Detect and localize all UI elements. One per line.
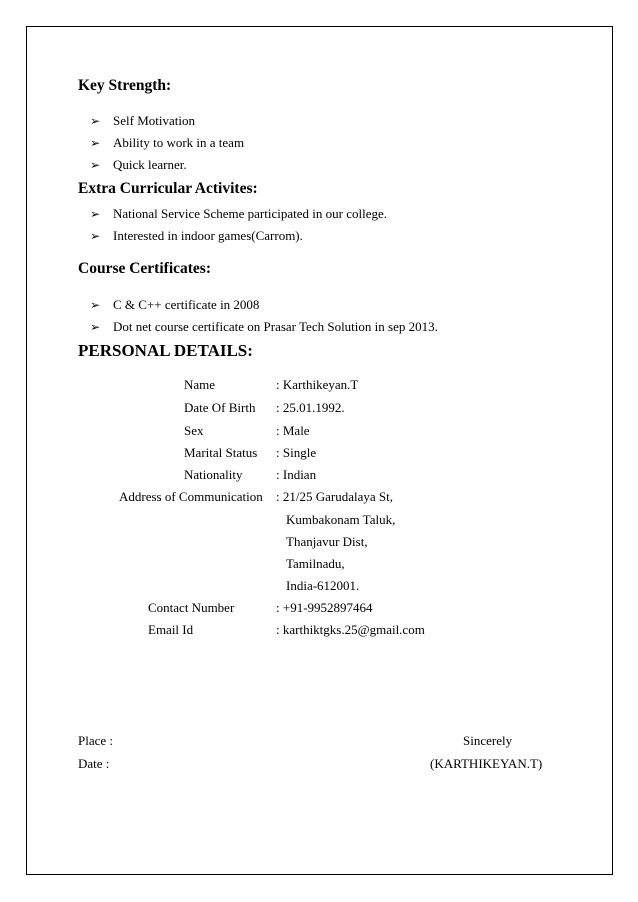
place-label: Place : [78, 733, 114, 748]
email-value: : karthiktgks.25@gmail.com [276, 622, 425, 637]
list-item: ➢ Self Motivation [89, 113, 195, 128]
arrow-bullet-icon: ➢ [89, 114, 101, 128]
marital-status-value: : Single [276, 445, 317, 460]
arrow-bullet-icon: ➢ [89, 229, 101, 243]
address-label: Address of Communication [119, 489, 263, 504]
arrow-bullet-icon: ➢ [89, 158, 101, 172]
list-item: ➢ Ability to work in a team [89, 135, 245, 150]
arrow-bullet-icon: ➢ [89, 320, 101, 334]
list-item: ➢ Interested in indoor games(Carrom). [89, 228, 303, 243]
name-value: : Karthikeyan.T [276, 377, 359, 392]
nationality-value: : Indian [276, 467, 317, 482]
extra-curricular-heading: Extra Curricular Activites: [78, 180, 258, 197]
date-label: Date : [78, 756, 110, 771]
marital-status-label: Marital Status [184, 445, 258, 460]
nationality-label: Nationality [184, 467, 243, 482]
contact-number-value: : +91-9952897464 [276, 600, 373, 615]
key-strength-heading: Key Strength: [78, 77, 172, 94]
dob-value: : 25.01.1992. [276, 400, 345, 415]
sex-label: Sex [184, 423, 204, 438]
address-line: : 21/25 Garudalaya St, [276, 489, 393, 504]
email-label: Email Id [148, 622, 194, 637]
course-certificates-heading: Course Certificates: [78, 260, 211, 277]
contact-number-label: Contact Number [148, 600, 235, 615]
address-line: Thanjavur Dist, [286, 534, 368, 549]
list-item: ➢ National Service Scheme participated in our college. [89, 206, 387, 221]
address-line: Kumbakonam Taluk, [286, 512, 396, 527]
address-line: Tamilnadu, [286, 556, 345, 571]
list-item: ➢ Quick learner. [89, 157, 187, 172]
sex-value: : Male [276, 423, 310, 438]
arrow-bullet-icon: ➢ [89, 136, 101, 150]
name-label: Name [184, 377, 216, 392]
signature-name: (KARTHIKEYAN.T) [430, 756, 543, 771]
personal-details-heading: PERSONAL DETAILS: [78, 341, 253, 360]
list-item: ➢ Dot net course certificate on Prasar Tech Solution in sep 2013. [89, 319, 438, 334]
arrow-bullet-icon: ➢ [89, 298, 101, 312]
page-border [26, 26, 613, 875]
dob-label: Date Of Birth [184, 400, 256, 415]
arrow-bullet-icon: ➢ [89, 207, 101, 221]
address-line: India-612001. [286, 578, 360, 593]
list-item: ➢ C & C++ certificate in 2008 [89, 297, 260, 312]
closing-text: Sincerely [463, 733, 513, 748]
